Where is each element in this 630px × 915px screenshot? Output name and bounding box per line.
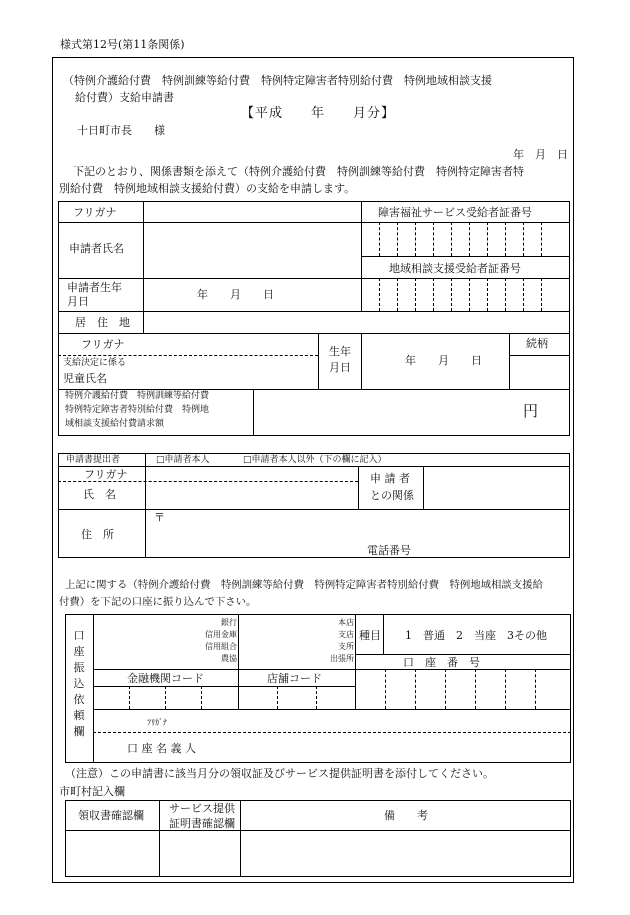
birthdate-value: 年 月 日 <box>197 288 274 301</box>
submitter-address-label: 住 所 <box>81 528 114 541</box>
relation-label: 続柄 <box>526 337 548 350</box>
addressee: 十日町市長 様 <box>77 124 165 137</box>
child-birth-value: 年 月 日 <box>405 354 482 367</box>
furigana-label: フリガナ <box>73 206 117 219</box>
intro-line2: 別給付費 特例地域相談支援給付費）の支給を申請します。 <box>59 182 356 195</box>
submitter-furigana-label: フリガナ <box>84 468 128 481</box>
account-holder-label: 口 座 名 義 人 <box>127 742 196 755</box>
submitter-label: 申請書提出者 <box>66 455 121 465</box>
branch-types: 本店 支店 支所 出張所 <box>330 618 354 663</box>
submitter-name-label: 氏 名 <box>83 488 116 501</box>
claim-label-2: 特例特定障害者特別給付費 特例地 <box>65 405 210 415</box>
account-kind-options[interactable]: 1 普通 2 当座 3その他 <box>405 629 547 642</box>
child-birth-label-1: 生年 <box>329 345 351 358</box>
account-holder-field[interactable] <box>213 734 569 762</box>
account-number-label: 口 座 番 号 <box>403 656 480 669</box>
birthdate-label-1: 申請者生年 <box>67 281 122 294</box>
institution-types: 銀行 信用金庫 信用組合 農協 <box>205 618 237 663</box>
holder-furigana-label: ﾌﾘｶﾞﾅ <box>147 718 167 727</box>
form-title-line2: 給付費）支給申請書 <box>75 91 174 104</box>
claim-label-1: 特例介護給付費 特例訓練等給付費 <box>65 391 210 401</box>
residence-field[interactable] <box>145 313 569 332</box>
service-check-label-2: 証明書確認欄 <box>169 817 235 830</box>
service-cert-label: 障害福祉サービス受給者証番号 <box>378 206 532 219</box>
child-name-label-2: 児童氏名 <box>63 372 107 385</box>
city-section-title: 市町村記入欄 <box>59 785 125 798</box>
bank-code-label: 金融機関コード <box>127 672 204 685</box>
branch-name-field[interactable] <box>240 616 308 668</box>
bank-intro-line1: 上記に関する（特例介護給付費 特例訓練等給付費 特例特定障害者特別給付費 特例地域相談支援給 <box>65 579 543 591</box>
branch-code-label: 店舗コード <box>267 672 322 685</box>
receipt-check-label: 領収書確認欄 <box>78 809 144 822</box>
account-kind-label: 種目 <box>359 629 381 642</box>
child-furigana-label: フリガナ <box>81 338 125 351</box>
yen-label: 円 <box>523 402 539 420</box>
submitter-option-self[interactable]: □申請者本人 <box>156 455 210 465</box>
submitter-option-other[interactable]: □申請者本人以外（下の欄に記入） <box>243 455 387 465</box>
applicant-name-label: 申請者氏名 <box>69 242 124 255</box>
phone-label: 電話番号 <box>367 544 411 557</box>
intro-line1: 下記のとおり、関係書類を添えて（特例介護給付費 特例訓練等給付費 特例特定障害者特 <box>73 165 524 178</box>
service-check-label-1: サービス提供 <box>169 802 235 815</box>
bank-intro-line2: 付費）を下記の口座に振り込んで下さい。 <box>59 596 257 608</box>
submitter-relation-label-1: 申 請 者 <box>370 472 410 485</box>
submitter-relation-field[interactable] <box>425 468 569 508</box>
submitter-name-field[interactable] <box>147 483 357 508</box>
bank-name-field[interactable] <box>95 616 195 668</box>
residence-label: 居 住 地 <box>75 316 130 329</box>
submitter-relation-label-2: との関係 <box>370 489 414 502</box>
submitter-address-field[interactable] <box>147 511 569 557</box>
form-number: 様式第12号(第11条関係) <box>60 38 185 51</box>
claim-label-3: 域相談支援給付費請求額 <box>65 419 165 429</box>
applicant-name-field[interactable] <box>145 224 359 276</box>
form-frame <box>52 57 574 883</box>
birthdate-label-2: 月日 <box>67 295 89 308</box>
form-title-line1: （特例介護給付費 特例訓練等給付費 特例特定障害者特別給付費 特例地域相談支援 <box>63 74 492 87</box>
regional-cert-label: 地域相談支援受給者証番号 <box>389 262 521 275</box>
child-birth-label-2: 月日 <box>329 361 351 374</box>
postal-mark: 〒 <box>154 511 165 524</box>
remarks-label: 備 考 <box>384 809 428 822</box>
period-label: 【平成 年 月分】 <box>241 106 396 121</box>
attachment-note: （注意）この申請書に該当月分の領収証及びサービス提供証明書を添付してください。 <box>65 767 494 780</box>
submission-date: 年 月 日 <box>513 148 568 161</box>
child-name-label-1: 支給決定に係る <box>63 358 127 368</box>
bank-side-label: 口 座 振 込 依 頼 欄 <box>73 629 85 738</box>
